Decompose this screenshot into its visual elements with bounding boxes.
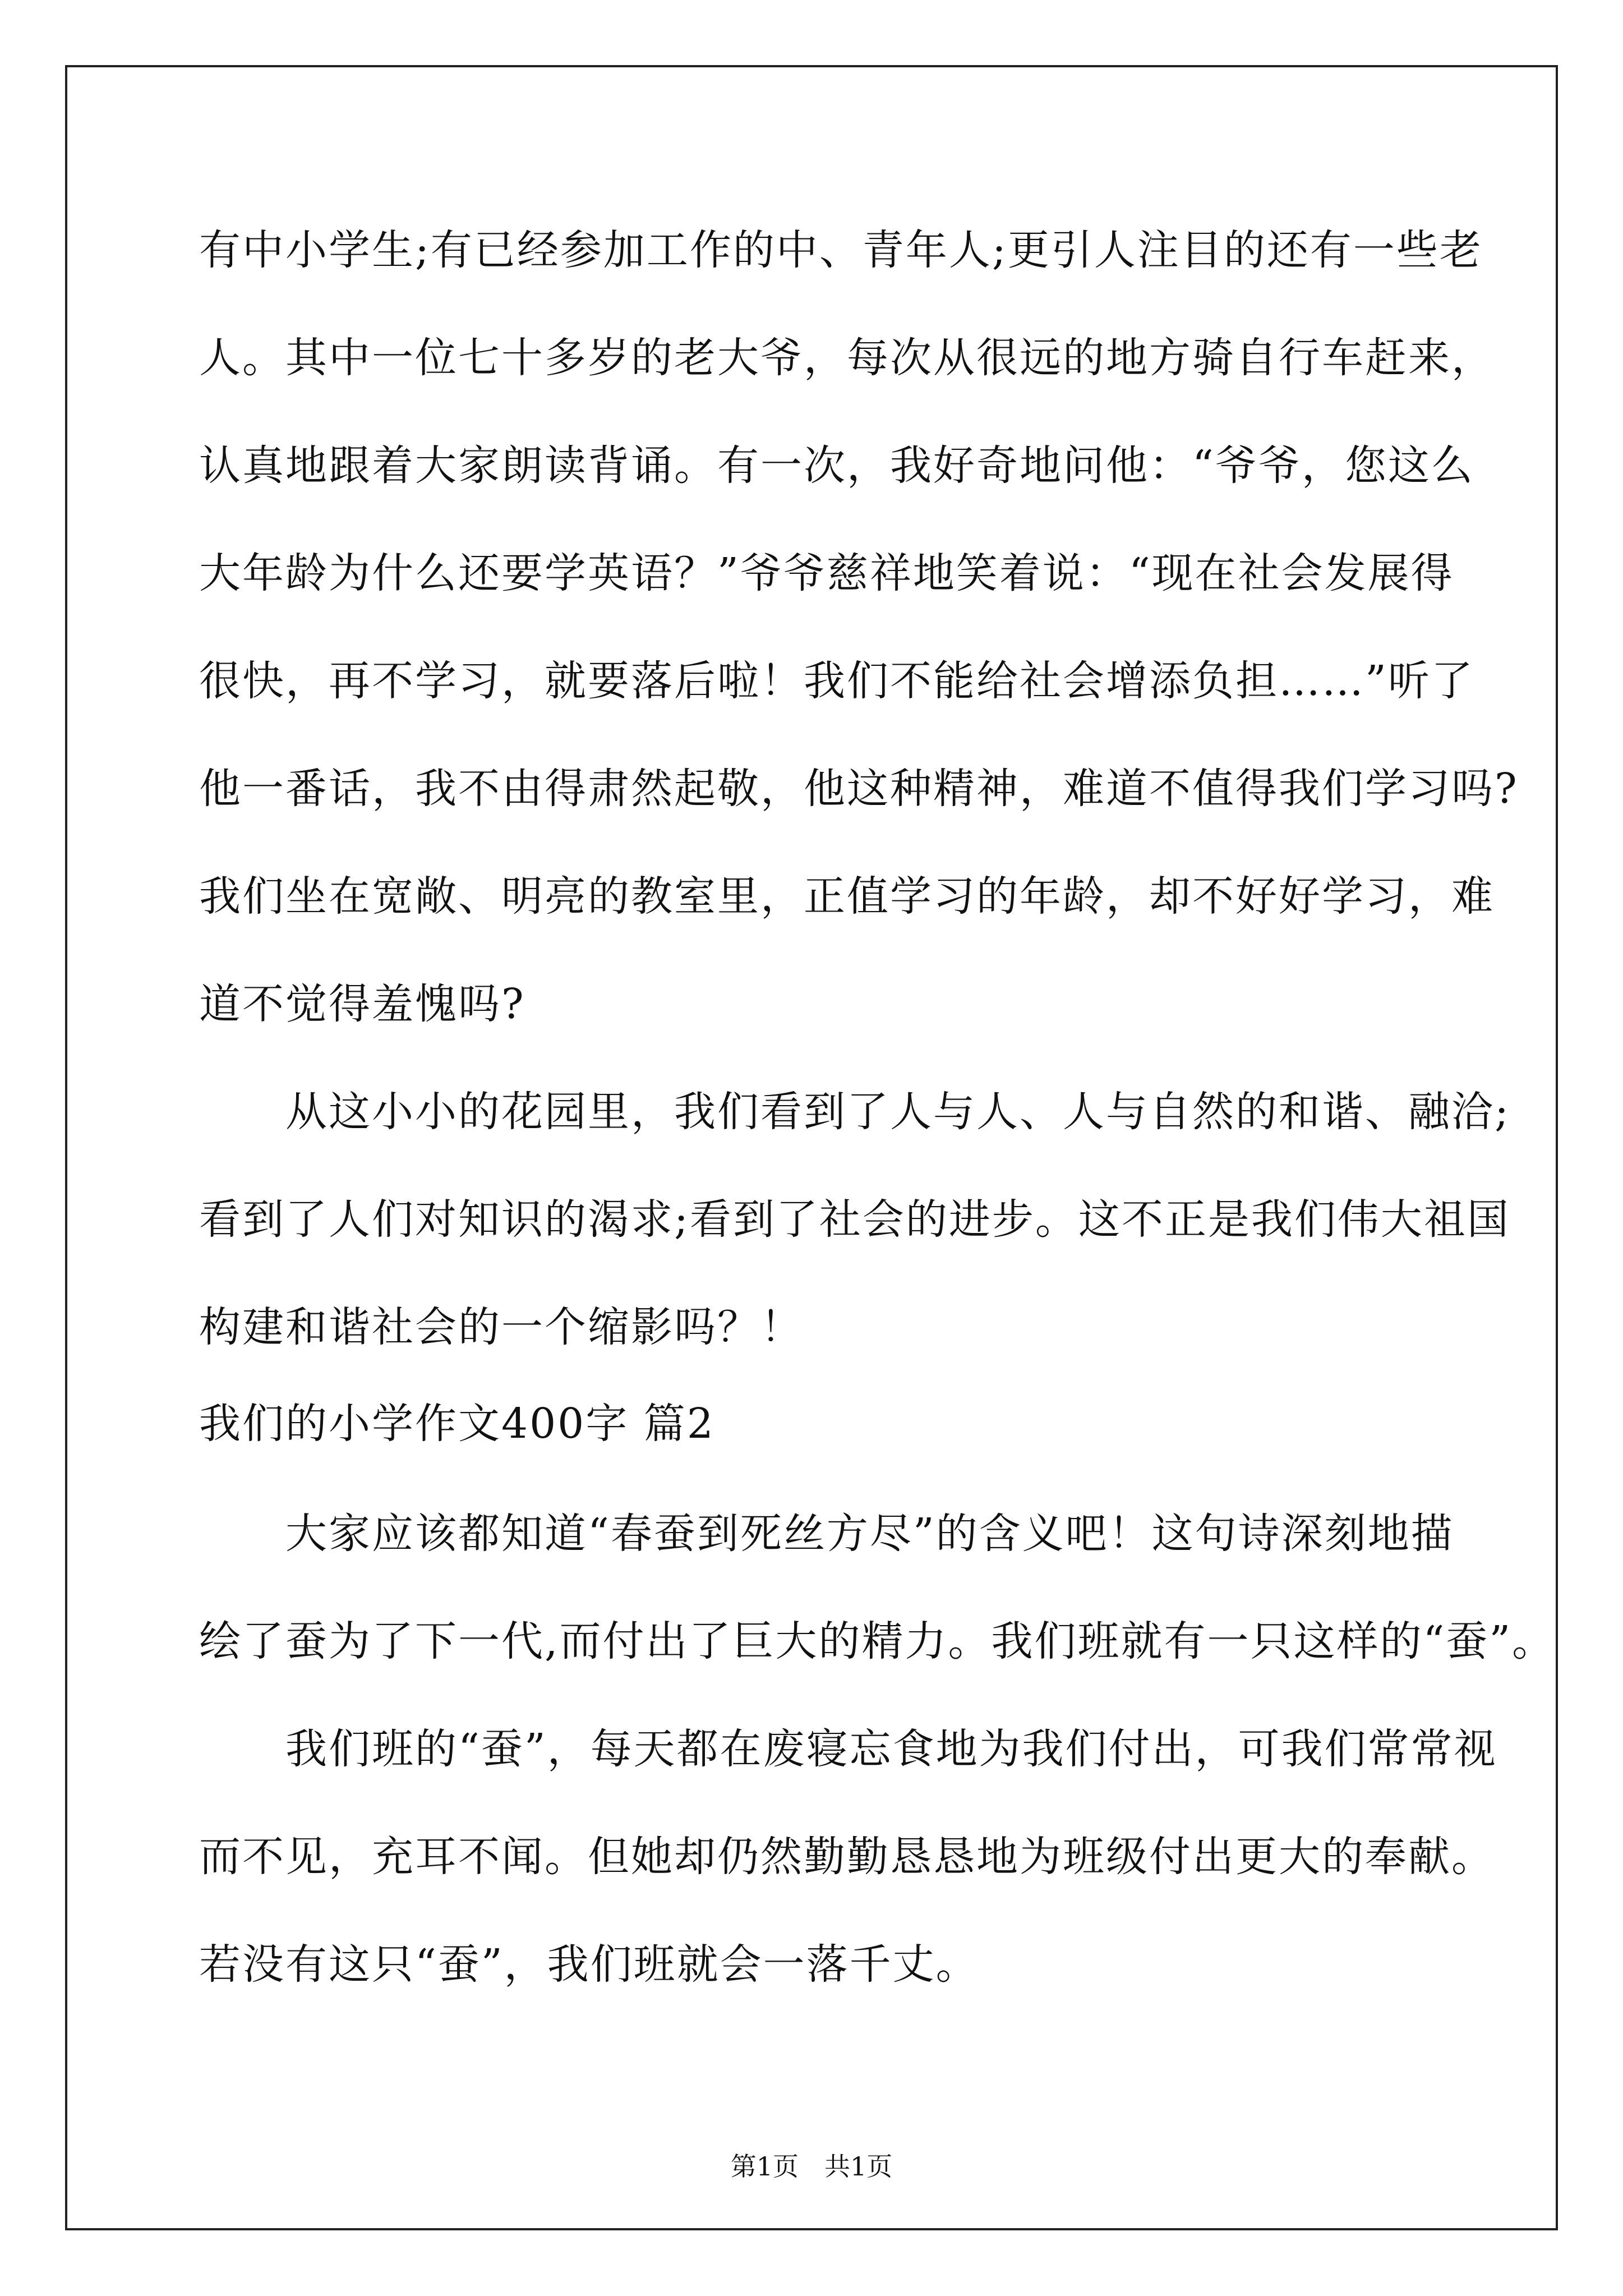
body-line-4: 大年龄为什么还要学英语？”爷爷慈祥地笑着说：“现在社会发展得 bbox=[199, 549, 1454, 597]
body-line-6: 他一番话，我不由得肃然起敬，他这种精神，难道不值得我们学习吗? bbox=[199, 765, 1519, 813]
body-line-11: 构建和谐社会的一个缩影吗？！ bbox=[199, 1303, 804, 1351]
body-line-3: 认真地跟着大家朗读背诵。有一次，我好奇地问他：“爷爷，您这么 bbox=[199, 441, 1474, 490]
body-line-17: 若没有这只“蚕”，我们班就会一落千丈。 bbox=[199, 1940, 979, 1989]
body-line-2: 人。其中一位七十多岁的老大爷，每次从很远的地方骑自行车赶来， bbox=[199, 334, 1495, 382]
body-line-8: 道不觉得羞愧吗? bbox=[199, 980, 525, 1028]
body-line-1: 有中小学生;有已经参加工作的中、青年人;更引人注目的还有一些老 bbox=[199, 226, 1483, 274]
body-line-9: 从这小小的花园里，我们看到了人与人、人与自然的和谐、融洽; bbox=[199, 1088, 1510, 1136]
body-line-15: 我们班的“蚕”，每天都在废寝忘食地为我们付出，可我们常常视 bbox=[199, 1725, 1497, 1773]
body-line-16: 而不见，充耳不闻。但她却仍然勤勤恳恳地为班级付出更大的奉献。 bbox=[199, 1833, 1495, 1881]
body-line-14: 绘了蚕为了下一代,而付出了巨大的精力。我们班就有一只这样的“蚕”。 bbox=[199, 1617, 1556, 1665]
page-border bbox=[65, 65, 1558, 2230]
body-line-10: 看到了人们对知识的渴求;看到了社会的进步。这不正是我们伟大祖国 bbox=[199, 1195, 1510, 1244]
page-number-footer: 第1页 共1页 bbox=[730, 2151, 893, 2182]
body-line-7: 我们坐在宽敞、明亮的教室里，正值学习的年龄，却不好好学习，难 bbox=[199, 872, 1495, 921]
body-line-5: 很快，再不学习，就要落后啦！我们不能给社会增添负担……”听了 bbox=[199, 657, 1474, 705]
body-line-13: 大家应该都知道“春蚕到死丝方尽”的含义吧！这句诗深刻地描 bbox=[199, 1510, 1454, 1558]
section-heading: 我们的小学作文400字 篇2 bbox=[199, 1400, 715, 1448]
